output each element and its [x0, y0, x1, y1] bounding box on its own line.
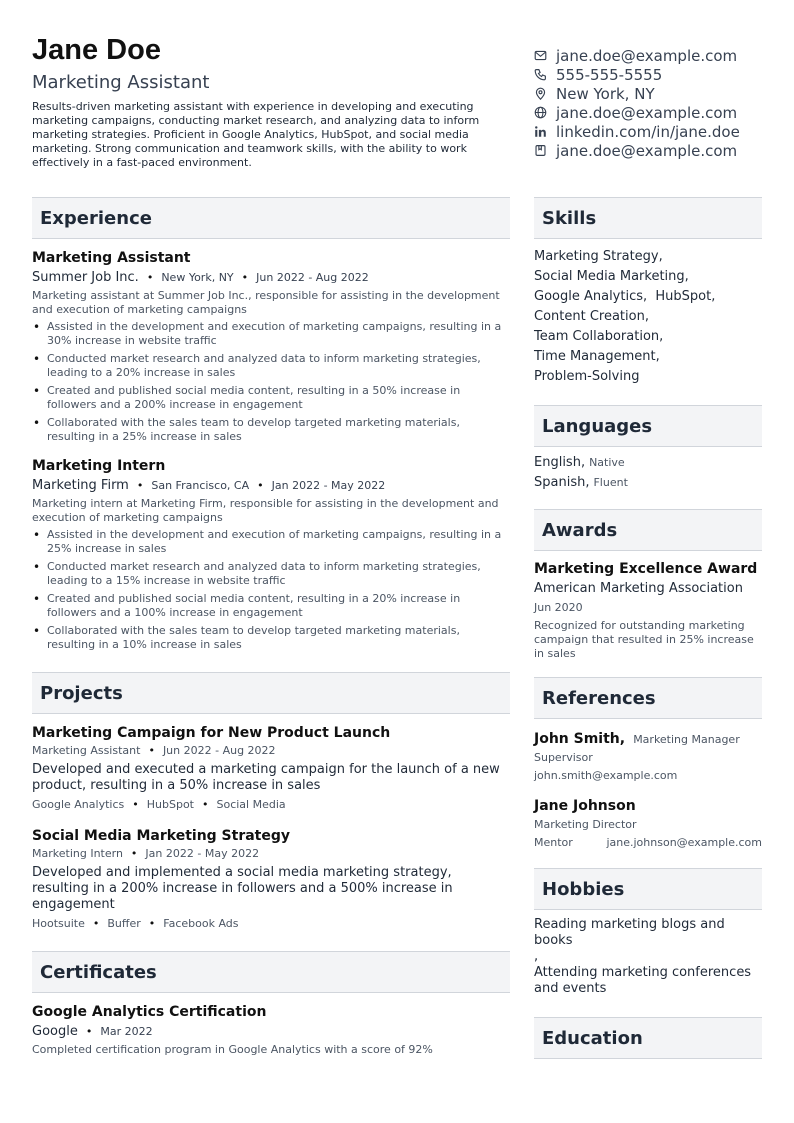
contact-block: [534, 46, 774, 160]
reference-email[interactable]: jane.johnson@example.com: [606, 836, 762, 849]
contact-location: [534, 84, 774, 103]
skill-row: [534, 287, 762, 307]
job-bullet: • Conducted market research and analyzed data to inform marketing strategies, leading to a 15% increase in website traffic: [32, 560, 510, 588]
job-summary: Marketing assistant at Summer Job Inc., responsible for assisting in the development and execution of marketing campaigns: [32, 289, 500, 316]
reference-name: John Smith,: [534, 731, 626, 747]
project-tool: Google Analytics: [32, 798, 125, 811]
project-tool: Facebook Ads: [163, 917, 239, 930]
job-location: San Francisco, CA: [151, 479, 250, 492]
award-description: Recognized for outstanding marketing campaign that resulted in 25% increase in sales: [534, 619, 754, 660]
separator-dot: •: [146, 271, 154, 284]
job-meta: [32, 270, 510, 286]
project-description: Developed and executed a marketing campaign for the launch of a new product, resulting in a 50% increase in sales: [32, 762, 500, 793]
project-tool: Buffer: [107, 917, 141, 930]
separator-dot: •: [132, 798, 139, 811]
skill-item: Google Analytics,: [534, 289, 648, 304]
project-dates: Jun 2022 - Aug 2022: [162, 744, 276, 757]
award-org: American Marketing Association: [534, 581, 743, 596]
resume-header: [32, 34, 512, 170]
contact-profile[interactable]: [534, 141, 774, 160]
experience-item: [32, 249, 510, 444]
reference-title: Marketing Director: [534, 818, 637, 831]
map-pin-icon: [534, 87, 547, 100]
job-company: Marketing Firm: [32, 478, 129, 493]
separator-dot: •: [148, 744, 155, 757]
certificate-meta: [32, 1024, 510, 1040]
contact-phone-text: 555-555-5555: [556, 65, 663, 84]
contact-linkedin-text: linkedin.com/in/jane.doe: [556, 122, 740, 141]
section-heading-projects: Projects: [32, 672, 510, 714]
contact-website-text: jane.doe@example.com: [556, 103, 738, 122]
language-level: Fluent: [593, 476, 628, 489]
separator-dot: •: [201, 798, 209, 811]
project-meta: [32, 744, 510, 758]
job-title: Marketing Assistant: [32, 250, 191, 266]
job-bullet: • Assisted in the development and execution of marketing campaigns, resulting in a 30% increase in website traffic: [32, 320, 510, 348]
section-heading-certificates: Certificates: [32, 951, 510, 993]
job-dates: Jun 2022 - Aug 2022: [256, 271, 369, 284]
separator-dot: •: [92, 917, 100, 930]
project-dates: Jan 2022 - May 2022: [145, 847, 260, 860]
project-tool: Social Media: [216, 798, 286, 811]
job-bullet: • Collaborated with the sales team to develop targeted marketing materials, resulting in a 25% increase in sales: [32, 416, 510, 444]
section-heading-skills: Skills: [534, 197, 762, 239]
bookmark-icon: [534, 144, 547, 157]
hobby-item: Attending marketing conferences and events: [534, 965, 752, 996]
skill-item: Time Management,: [534, 349, 660, 364]
job-bullets: [32, 320, 510, 444]
section-heading-experience: Experience: [32, 197, 510, 239]
project-meta: [32, 847, 510, 861]
job-dates: Jan 2022 - May 2022: [271, 479, 386, 492]
linkedin-icon: [534, 125, 547, 138]
job-bullets: [32, 528, 510, 652]
skill-item: Problem-Solving: [534, 369, 640, 384]
reference-relation: Mentor: [534, 836, 573, 849]
project-role: Marketing Intern: [32, 847, 123, 860]
reference-head: [534, 728, 762, 747]
profile-summary: Results-driven marketing assistant with experience in developing and executing marketing campaigns, conducting market research, and analyzing data to inform marketing strategies. Proficient in Google Analytics, HubSpot, and social media marketing. Strong communication and teamwork skills, with the ability to work effectively in a fast-paced environment.: [32, 100, 480, 169]
project-title: Social Media Marketing Strategy: [32, 828, 291, 844]
contact-location-text: New York, NY: [556, 84, 655, 103]
contact-linkedin[interactable]: [534, 122, 774, 141]
certificate-description: Completed certification program in Google Analytics with a score of 92%: [32, 1043, 433, 1056]
candidate-role: Marketing Assistant: [32, 72, 210, 93]
language-level: Native: [589, 456, 625, 469]
contact-phone[interactable]: [534, 65, 774, 84]
reference-title: Marketing Manager: [633, 733, 740, 746]
award-item: [534, 560, 762, 661]
section-heading-languages: Languages: [534, 405, 762, 447]
job-location: New York, NY: [161, 271, 234, 284]
hobby-item: Reading marketing blogs and books: [534, 917, 725, 948]
project-item: [32, 827, 510, 931]
contact-profile-text: jane.doe@example.com: [556, 141, 738, 160]
reference-contact-row: [534, 836, 762, 850]
project-tool: Hootsuite: [32, 917, 85, 930]
separator-dot: •: [257, 479, 264, 492]
certificate-item: [32, 1003, 510, 1057]
contact-email-text: jane.doe@example.com: [556, 46, 738, 65]
job-bullet: • Conducted market research and analyzed data to inform marketing strategies, leading to a 20% increase in sales: [32, 352, 510, 380]
certificate-date: Mar 2022: [100, 1025, 153, 1038]
job-bullet: • Created and published social media content, resulting in a 50% increase in followers and a 200% increase in engagement: [32, 384, 510, 412]
job-bullet: • Created and published social media content, resulting in a 20% increase in followers and a 100% increase in engagement: [32, 592, 510, 620]
certificate-issuer: Google: [32, 1024, 78, 1039]
job-meta: [32, 478, 510, 494]
globe-icon: [534, 106, 547, 119]
section-heading-awards: Awards: [534, 509, 762, 551]
project-description: Developed and implemented a social media marketing strategy, resulting in a 200% increase in followers and a 500% increase in engagement: [32, 865, 453, 912]
award-date: Jun 2020: [534, 601, 583, 614]
job-bullet: • Assisted in the development and execution of marketing campaigns, resulting in a 25% increase in sales: [32, 528, 510, 556]
job-title: Marketing Intern: [32, 458, 166, 474]
skill-item: Team Collaboration,: [534, 329, 664, 344]
skill-item: Content Creation,: [534, 309, 649, 324]
languages-list: [534, 453, 762, 493]
reference-item: [534, 728, 762, 783]
language-name: Spanish,: [534, 475, 590, 490]
project-tools: [32, 917, 510, 931]
experience-item: [32, 457, 510, 652]
language-name: English,: [534, 455, 586, 470]
separator-dot: •: [85, 1025, 93, 1038]
project-item: [32, 724, 510, 812]
language-item: [534, 453, 762, 473]
reference-relation: Supervisor: [534, 751, 593, 764]
contact-email[interactable]: [534, 46, 774, 65]
skill-item: Marketing Strategy,: [534, 249, 663, 264]
job-bullet: • Collaborated with the sales team to develop targeted marketing materials, resulting in a 10% increase in sales: [32, 624, 510, 652]
reference-name: Jane Johnson: [534, 798, 636, 814]
section-heading-references: References: [534, 677, 762, 719]
skills-list: [534, 247, 762, 387]
project-role: Marketing Assistant: [32, 744, 141, 757]
skill-item: HubSpot,: [655, 289, 716, 304]
contact-website[interactable]: [534, 103, 774, 122]
hobby-separator: ,: [534, 949, 539, 964]
reference-item: [534, 798, 762, 850]
hobbies-list: [534, 917, 762, 997]
separator-dot: •: [130, 847, 138, 860]
skill-item: Social Media Marketing,: [534, 269, 689, 284]
separator-dot: •: [148, 917, 156, 930]
project-title: Marketing Campaign for New Product Launch: [32, 725, 391, 741]
section-heading-hobbies: Hobbies: [534, 868, 762, 910]
section-heading-education: Education: [534, 1017, 762, 1059]
award-title: Marketing Excellence Award: [534, 561, 758, 577]
language-item: [534, 473, 762, 493]
envelope-icon: [534, 49, 547, 62]
job-company: Summer Job Inc.: [32, 270, 139, 285]
project-tool: HubSpot: [146, 798, 194, 811]
phone-icon: [534, 68, 547, 81]
separator-dot: •: [136, 479, 144, 492]
project-tools: [32, 798, 510, 812]
main-column: [32, 197, 510, 1057]
candidate-name: Jane Doe: [32, 34, 161, 66]
side-column: [534, 197, 762, 1059]
job-summary: Marketing intern at Marketing Firm, responsible for assisting in the development and execution of marketing campaigns: [32, 497, 499, 524]
reference-email[interactable]: john.smith@example.com: [534, 769, 678, 782]
certificate-title: Google Analytics Certification: [32, 1004, 267, 1020]
separator-dot: •: [241, 271, 249, 284]
